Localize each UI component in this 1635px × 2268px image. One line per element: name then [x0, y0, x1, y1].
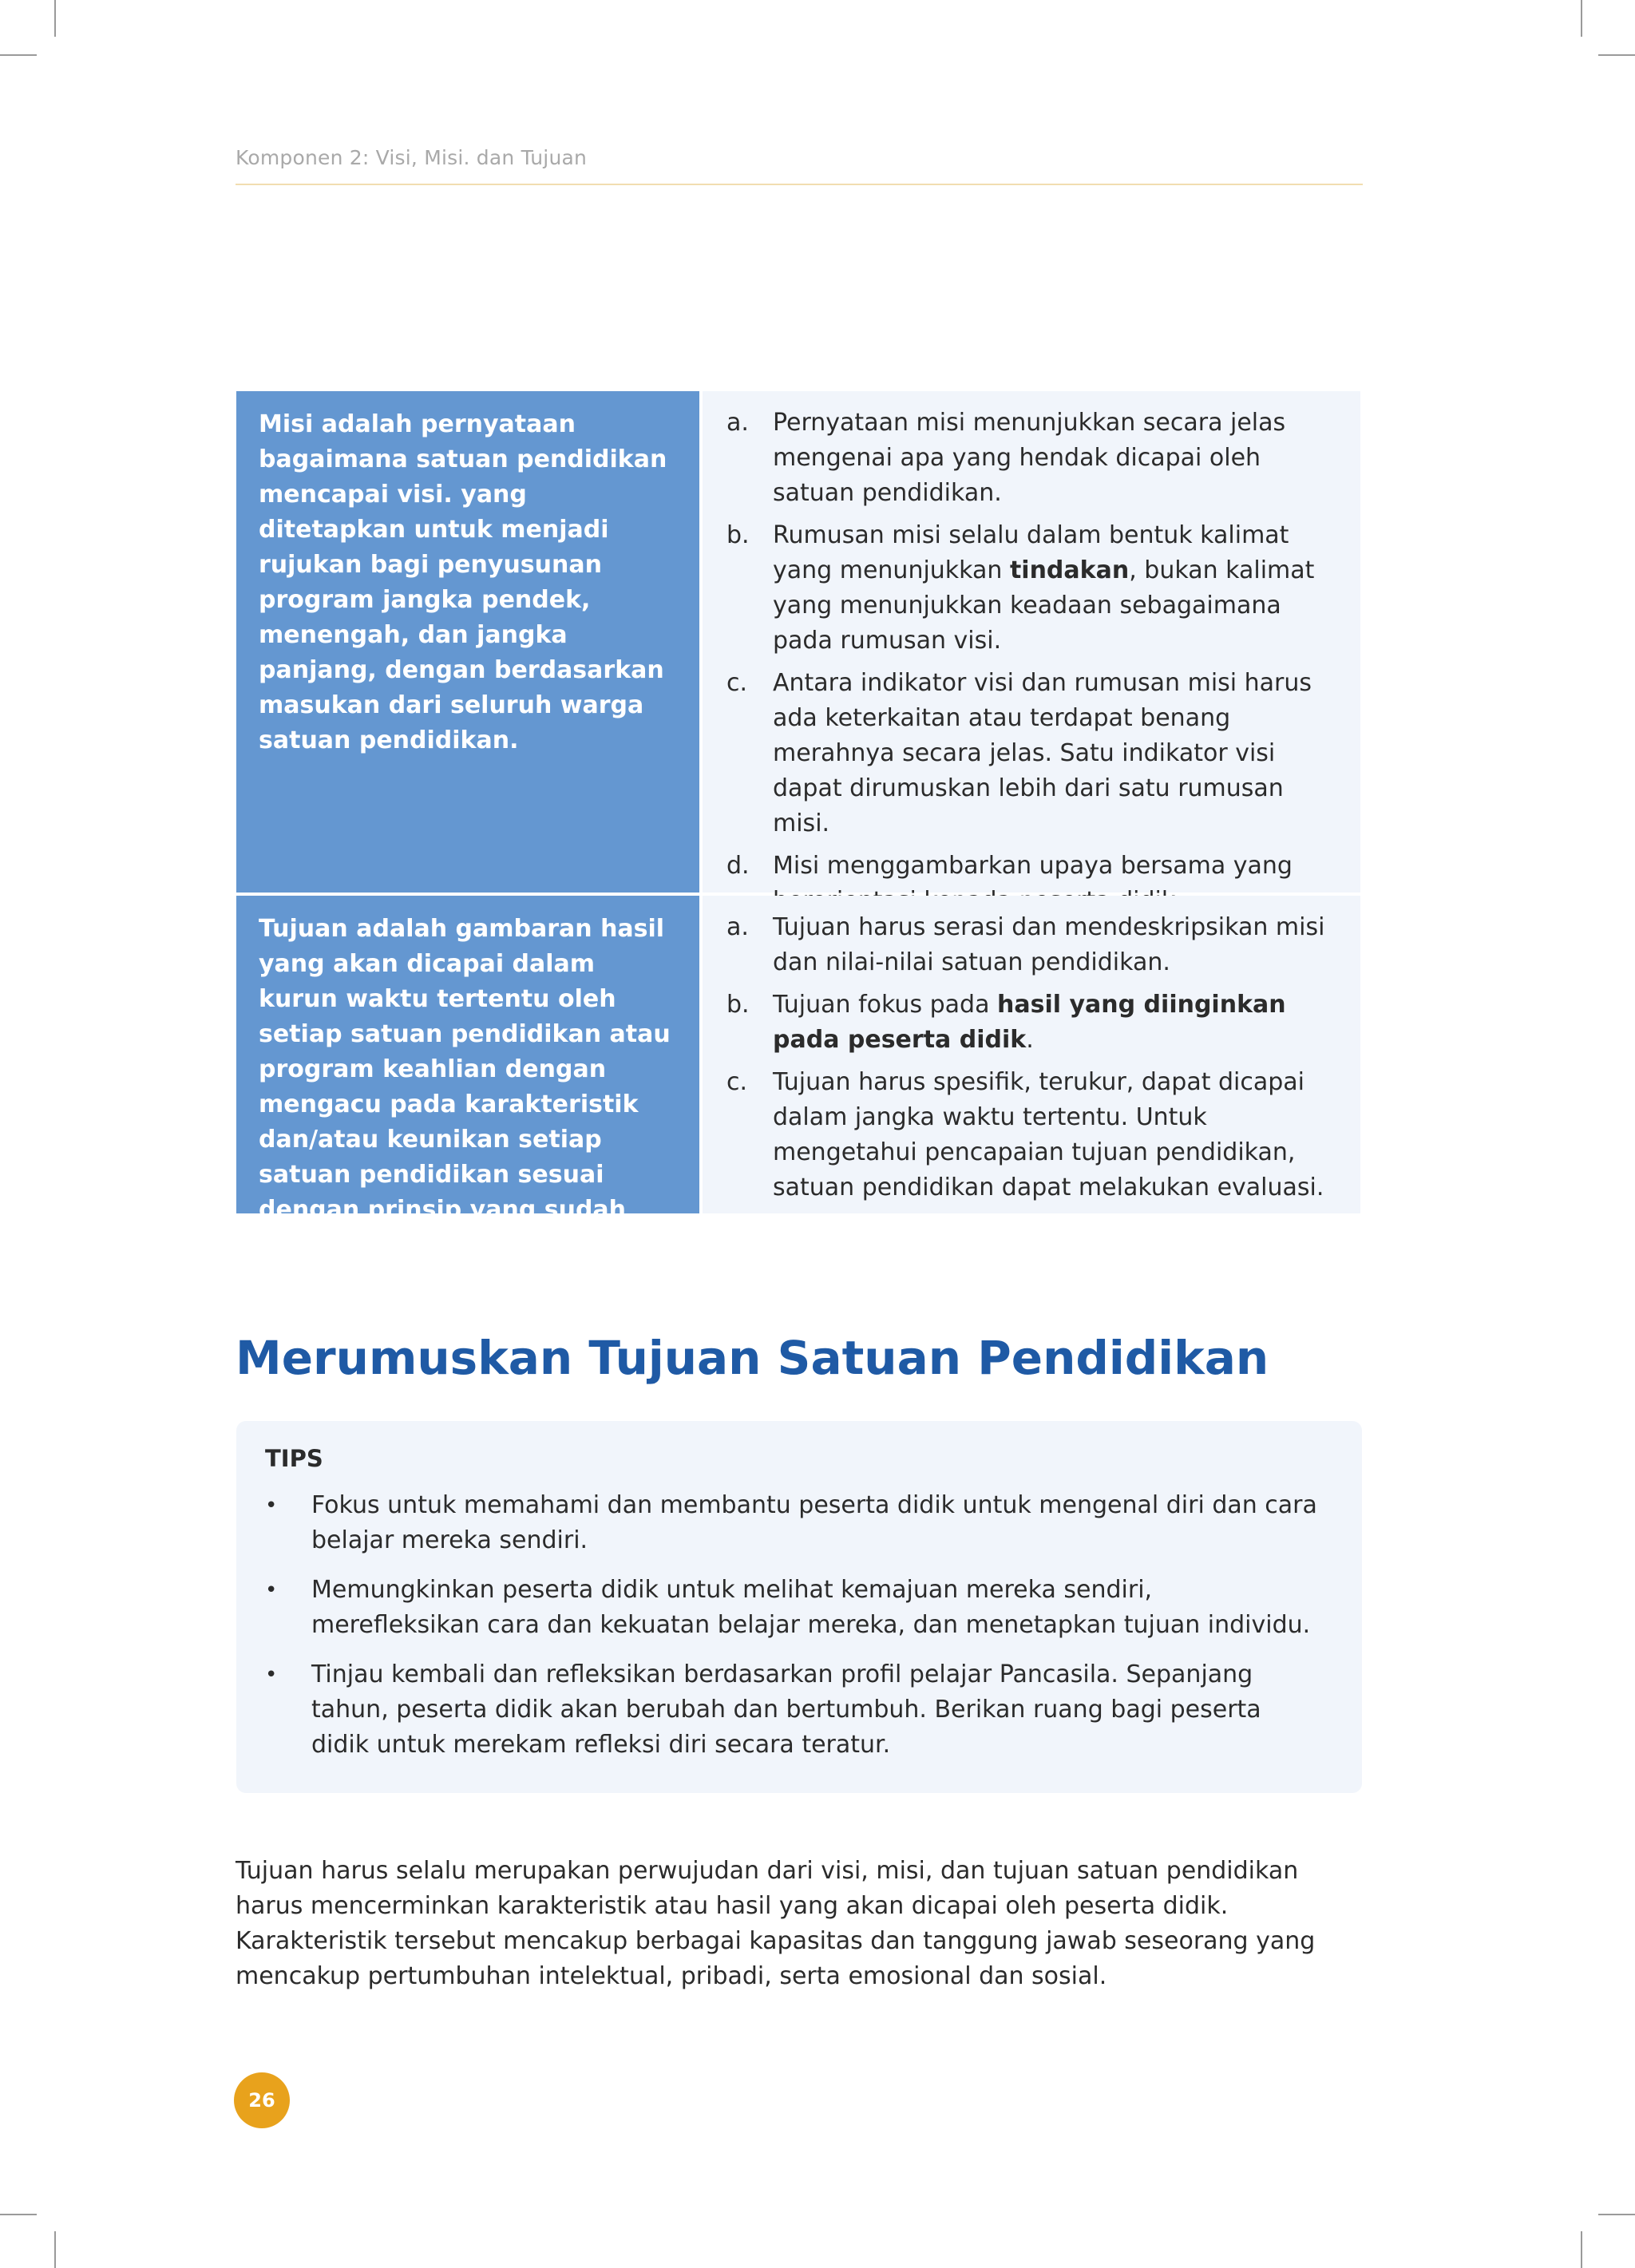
criteria-cell [703, 391, 1360, 893]
definition-text: adalah gambaran hasil yang akan dicapai dalam kurun waktu tertentu oleh setiap satuan pendidikan atau program keahlian dengan mengacu pada karakteristik dan/atau keunikan setiap satuan pendidikan sesuai dengan prinsip yang sudah ditetapkan. [259, 915, 671, 1259]
criteria-letter: a. [726, 913, 749, 941]
crop-mark [1598, 54, 1635, 56]
running-header: Komponen 2: Visi, Misi. dan Tujuan [236, 146, 588, 169]
body-paragraph: Tujuan harus selalu merupakan perwujudan dari visi, misi, dan tujuan satuan pendidikan harus mencerminkan karakteristik atau hasil yang akan dicapai oleh peserta didik. Karakteristik tersebut mencakup berbagai kapasitas dan tanggung jawab seseorang yang mencakup pertumbuhan intelektual, pribadi, serta emosional dan sosial. [236, 1857, 1316, 1990]
criteria-cell [703, 896, 1360, 1213]
crop-mark [1598, 2214, 1635, 2215]
crop-mark [0, 54, 37, 56]
tip-text: Memungkinkan peserta didik untuk melihat kemajuan mereka sendiri, merefleksikan cara dan kekuatan belajar mereka, dan menetapkan tujuan individu. [311, 1576, 1311, 1639]
criteria-letter: c. [726, 669, 748, 697]
criteria-item [726, 910, 1336, 980]
criteria-letter: c. [726, 1068, 748, 1096]
bullet-icon: • [265, 1494, 278, 1518]
term: Tujuan [259, 915, 348, 943]
criteria-item [726, 1065, 1336, 1205]
criteria-text: Antara indikator visi dan rumusan misi harus ada keterkaitan atau terdapat benang merahnya secara jelas. Satu indikator visi dapat dirumuskan lebih dari satu rumusan misi. [773, 669, 1312, 837]
tip-text: Tinjau kembali dan refleksikan berdasarkan profil pelajar Pancasila. Sepanjang tahun, peserta didik akan berubah dan bertumbuh. Berikan ruang bagi peserta didik untuk merekam refleksi diri secara teratur. [311, 1660, 1261, 1759]
criteria-letter: b. [726, 521, 750, 549]
header-rule [236, 184, 1363, 185]
page-number-badge: 26 [234, 2072, 290, 2128]
criteria-letter: b. [726, 991, 750, 1019]
definition-cell [236, 896, 699, 1259]
definition-cell [236, 391, 699, 893]
crop-mark [0, 2214, 37, 2215]
criteria-text: Misi menggambarkan upaya bersama yang [773, 852, 1293, 880]
crop-mark [54, 2231, 56, 2268]
criteria-letter: a. [726, 409, 749, 437]
crop-mark [54, 0, 56, 37]
criteria-text: Rumusan misi selalu dalam bentuk kalimat yang menunjukkan tindakan, bukan kalimat yang menunjukkan keadaan sebagaimana pada rumusan visi. [773, 521, 1315, 655]
criteria-item [726, 406, 1336, 511]
crop-mark [1581, 2231, 1582, 2268]
criteria-item [726, 988, 1336, 1058]
crop-mark [1581, 0, 1582, 37]
tip-text: Fokus untuk memahami dan membantu peserta didik untuk mengenal diri dan cara belajar mereka sendiri. [311, 1491, 1317, 1554]
emphasis: tindakan [1009, 556, 1130, 584]
tips-box [236, 1421, 1362, 1793]
definition-text: adalah pernyataan bagaimana satuan pendidikan mencapai visi. yang ditetapkan untuk menjadi rujukan bagi penyusunan program jangka pendek, menengah, dan jangka panjang, dengan berdasarkan masukan dari seluruh warga satuan pendidikan. [259, 410, 667, 754]
criteria-text: Tujuan harus serasi dan mendeskripsikan misi dan nilai-nilai satuan pendidikan. [773, 913, 1325, 976]
definition-row-tujuan [236, 896, 1360, 1259]
tip-item [265, 1488, 1325, 1558]
criteria-item [726, 666, 1336, 841]
definition-row-misi [236, 391, 1360, 893]
criteria-item [726, 518, 1336, 659]
emphasis: hasil yang diinginkan pada peserta didik [773, 991, 1286, 1054]
definition-table [236, 391, 1360, 1259]
criteria-text: Tujuan fokus pada hasil yang diinginkan pada peserta didik. [773, 991, 1286, 1054]
term: Misi [259, 410, 314, 438]
bullet-icon: • [265, 1578, 278, 1602]
tips-heading: TIPS [265, 1445, 323, 1472]
tip-item [265, 1573, 1325, 1643]
bullet-icon: • [265, 1663, 278, 1687]
section-title: Merumuskan Tujuan Satuan Pendidikan [236, 1331, 1269, 1385]
criteria-letter: d. [726, 852, 750, 880]
criteria-text: Pernyataan misi menunjukkan secara jelas mengenai apa yang hendak dicapai oleh satuan pendidikan. [773, 409, 1286, 507]
criteria-text: Tujuan harus spesifik, terukur, dapat dicapai dalam jangka waktu tertentu. Untuk mengetahui pencapaian tujuan pendidikan, satuan pendidikan dapat melakukan evaluasi. [773, 1068, 1324, 1201]
tip-item [265, 1657, 1325, 1763]
